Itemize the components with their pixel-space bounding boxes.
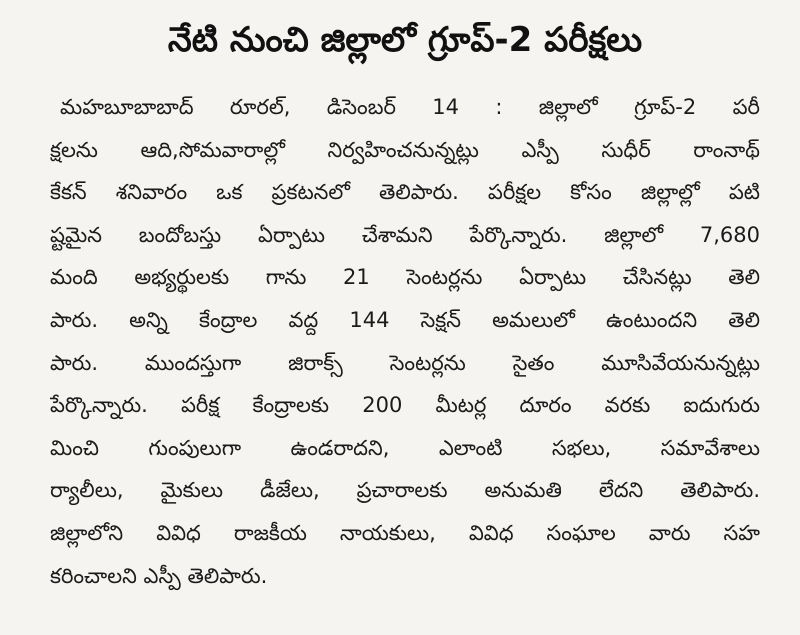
article-line: ర్యాలీలు, మైకులు డీజేలు, ప్రచారాలకు అనుమతి లేదని తెలిపారు. [50,478,760,503]
article-line: పేర్కొన్నారు. పరీక్ష కేంద్రాలకు 200 మీటర్ల దూరం వరకు ఐదుగురు [50,393,760,418]
article-line: పారు. అన్ని కేంద్రాల వద్ద 144 సెక్షన్ అమలులో ఉంటుందని తెలి [50,307,760,332]
article-line: కరించాలని ఎస్పీ తెలిపారు. [50,563,268,588]
article-body [50,86,760,597]
article-line: జిల్లాలోని వివిధ రాజకీయ నాయకులు, వివిధ సంఘాల వారు సహ [50,520,760,545]
article-line: మించి గుంపులుగా ఉండరాదని, ఎలాంటి సభలు, సమావేశాలు [50,435,760,460]
article-line: ష్టమైన బందోబస్తు ఏర్పాటు చేశామని పేర్కొన్నారు. జిల్లాలో 7,680 [50,222,760,247]
article-line: క్షలను ఆది,సోమవారాల్లో నిర్వహించనున్నట్లు ఎస్పీ సుధీర్ రాంనాథ్ [50,137,760,162]
article-line: కేకన్ శనివారం ఒక ప్రకటనలో తెలిపారు. పరీక్షల కోసం జిల్లాల్లో పటి [50,180,760,205]
article-line: మంది అభ్యర్థులకు గాను 21 సెంటర్లను ఏర్పాటు చేసినట్లు తెలి [50,265,760,290]
article-line: పారు. ముందస్తుగా జిరాక్స్ సెంటర్లను సైతం మూసివేయనున్నట్లు [50,350,760,375]
article-line: మహబూబాబాద్ రూరల్, డిసెంబర్ 14 : జిల్లాలో గ్రూప్-2 పరీ [60,95,760,119]
headline: నేటి నుంచి జిల్లాలో గ్రూప్-2 పరీక్షలు [167,20,643,60]
